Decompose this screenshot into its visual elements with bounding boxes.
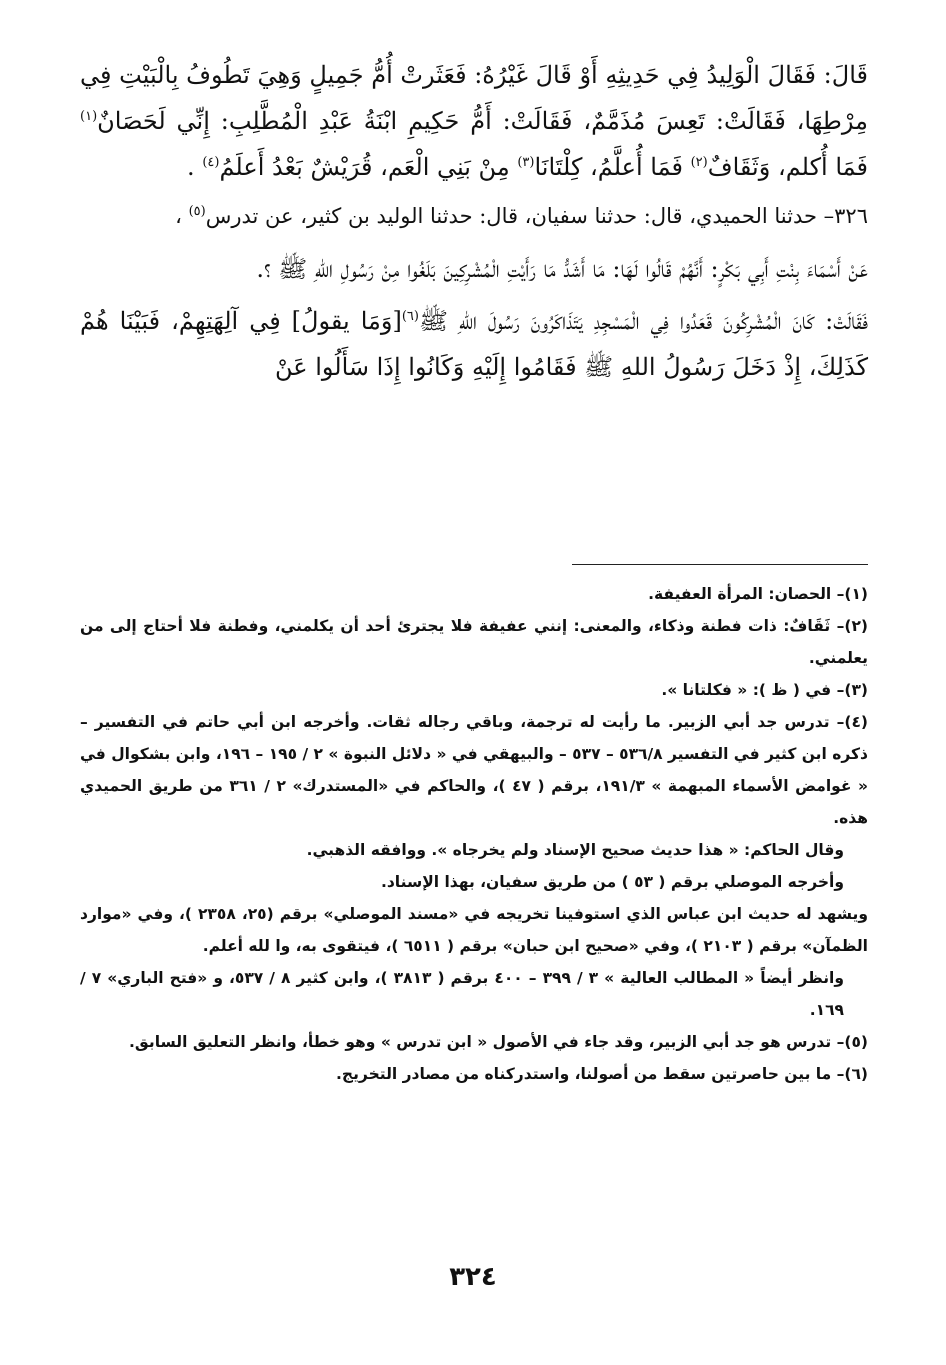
footnote-ref-6: (٦) [401,309,419,324]
footnote-ref-4: (٤) [202,155,220,170]
footnote-separator [572,564,868,565]
footnote-4-mawsili: وأخرجه الموصلي برقم ( ٥٣ ) من طريق سفيان، بهذا الإسناد. [380,873,844,891]
footnote-2: (٢)– ثَقَافٌ: ذات فطنة وذكاء، والمعنى: إنني عفيفة فلا يجترئ أحد أن يكلمني، وفطنة فلا أحتاج إلى من يعلمني. [80,617,868,667]
footnote-ref-2: (٢) [690,155,708,170]
paragraph-3 [80,246,868,292]
paragraph-1-text-b: فَمَا أُكلم، وَثَقَافٌ [707,153,868,181]
paragraph-1-text-c: فَمَا أُعلَّمُ، كِلْتَانَا [534,153,691,181]
paragraph-1 [80,52,868,190]
isnad-text: ٣٢٦– حدثنا الحميدي، قال: حدثنا سفيان، قال: حدثنا الوليد بن كثير، عن تدرس [205,204,868,228]
footnote-1: (١)– الحصان: المرأة العفيفة. [648,585,868,603]
paragraph-1-text-d: مِنْ بَنِي الْعَم، قُرَيْشٌ بَعْدُ أَعلَمُ [219,153,518,181]
footnote-4-shahid: ويشهد له حديث ابن عباس الذي استوفينا تخريجه في «مسند الموصلي» برقم (٢٥، ٢٣٥٨ )، وفي «موارد الظمآن» برقم ( ٢١٠٣ )، وفي «صحيح ابن حبان» برقم ( ٦٥١١ )، فيتقوى به، وا لله أعلم. [80,905,868,955]
paragraph-4-text: فَقَالَتْ: كَانَ الْمُشْرِكُونَ قَعَدُوا فِي الْمَسْجِدِ يَتَذَاكَرُونَ رَسُولَ اللهِ ﷺ [418,307,868,335]
paragraph-3-text: عَنْ أَسْمَاءَ بِنْتِ أَبِي بَكْرٍ: أَنَّهُمْ قَالُوا لَهَا: مَا أَشَدُّ مَا رَأَيْتِ الْمُشْرِكِينَ بَلَغُوا مِنْ رَسُولِ اللهِ ﷺ ؟. [256,255,868,283]
footnote-4-hakim: وقال الحاكم: « هذا حديث صحيح الإسناد ولم يخرجاه ». ووافقه الذهبي. [306,841,844,859]
page-number: ٣٢٤ [449,1262,497,1292]
footnote-4-see-also: وانظر أيضاً « المطالب العالية » ٣ / ٣٩٩ – ٤٠٠ برقم ( ٣٨١٣ )، وابن كثير ٨ / ٥٣٧، و «فتح الباري» ٧ / ١٦٩. [80,969,844,1019]
footnote-6: (٦)– ما بين حاصرتين سقط من أصولنا، واستدركناه من مصادر التخريج. [336,1065,868,1083]
paragraph-4 [80,298,868,390]
isnad-text-end: ، [175,204,189,228]
footnotes [80,578,868,1090]
footnote-4: (٤)– تدرس جد أبي الزبير. ما رأيت له ترجمة، وباقي رجاله ثقات. وأخرجه ابن أبي حاتم في التفسير – ذكره ابن كثير في التفسير ٥٣٦/٨ – ٥٣٧ – والبيهقي في « دلائل النبوة » ٢ / ١٩٥ – ١٩٦، وابن بشكوال في « غوامض الأسماء المبهمة » ١٩١/٣، برقم ( ٤٧ )، والحاكم في «المستدرك» ٢ / ٣٦١ من طريق الحميدي هذه. [80,713,868,827]
paragraph-2-isnad [80,196,868,236]
footnote-ref-3: (٣) [517,155,535,170]
footnote-ref-1: (١) [80,109,98,124]
paragraph-1-text: قَالَ: فَقَالَ الْوَلِيدُ فِي حَدِيثِهِ أَوْ قَالَ غَيْرُهُ: فَعَثَرتْ أُمُّ جَمِيلٍ وَهِيَ تَطُوفُ بِالْبَيْتِ فِي مِرْطِهَا، فَقَالَتْ: تَعِسَ مُذَمَّمٌ، فَقَالَتْ: أَمُّ حَكِيمِ ابْنَةُ عَبْدِ الْمُطَّلِبِ: إِنِّي لَحَصَانٌ [80,61,868,135]
paragraph-1-text-e: . [187,153,203,181]
footnote-5: (٥)– تدرس هو جد أبي الزبير، وقد جاء في الأصول « ابن تدرس » وهو خطأ، وانظر التعليق السابق. [129,1033,868,1051]
main-text [80,52,868,396]
footnote-3: (٣)– في ( ظ ): « فكلتانا ». [661,681,868,699]
footnote-ref-5: (٥) [188,204,206,219]
paragraph-4-text-b: [وَمَا يقولُ] فِي آلِهَتِهِمْ، فَبَيْنَا هُمْ كَذَلِكَ، إِذْ دَخَلَ رَسُولُ اللهِ ﷺ فَقَامُوا إِلَيْهِ وَكَانُوا إِذَا سَأَلُوا عَنْ [80,307,868,381]
